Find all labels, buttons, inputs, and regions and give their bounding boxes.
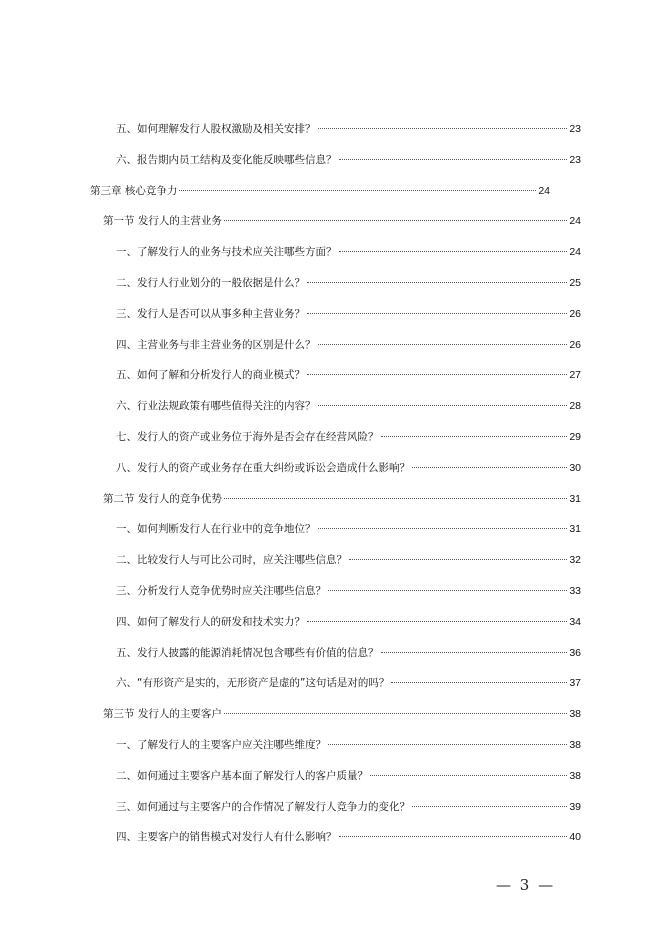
toc-page-number: 25: [569, 277, 581, 289]
toc-page-number: 36: [569, 646, 581, 659]
toc-entry-title: 五、发行人披露的能源消耗情况包含哪些有价值的信息？: [116, 646, 379, 659]
toc-page-number: 32: [569, 554, 581, 567]
toc-dot-leader: [179, 190, 536, 191]
toc-dot-leader: [318, 528, 568, 529]
toc-dot-leader: [328, 744, 567, 745]
toc-dot-leader: [307, 313, 567, 314]
toc-entry-title: 二、比较发行人与可比公司时，应关注哪些信息？: [116, 554, 347, 567]
toc-dot-leader: [318, 344, 568, 345]
toc-dot-leader: [307, 374, 567, 375]
toc-page-number: 31: [569, 523, 581, 536]
toc-page-number: 31: [569, 492, 581, 505]
toc-item[interactable]: [116, 676, 581, 690]
toc-entry-title: 五、如何理解发行人股权激励及相关安排？: [116, 123, 316, 135]
toc-item[interactable]: [116, 615, 581, 629]
toc-page-number: 33: [569, 585, 581, 597]
toc-entry-title: 八、发行人的资产或业务存在重大纠纷或诉讼会造成什么影响？: [116, 461, 410, 474]
toc-item[interactable]: [116, 368, 581, 382]
toc-dot-leader: [339, 159, 568, 160]
toc-entry-title: 六、“有形资产是实的，无形资产是虚的”这句话是对的吗？: [116, 677, 390, 690]
toc-page-number: 37: [569, 677, 581, 690]
toc-item[interactable]: [116, 522, 581, 536]
toc-page-number: 24: [538, 184, 550, 197]
toc-dot-leader: [307, 621, 567, 622]
toc-dot-leader: [224, 220, 567, 221]
toc-item[interactable]: [116, 800, 581, 814]
toc-item[interactable]: [116, 553, 581, 567]
toc-item[interactable]: [116, 245, 581, 259]
toc-page-number: 26: [569, 338, 581, 351]
toc-entry-title: 四、如何了解发行人的研发和技术实力？: [116, 615, 305, 628]
toc-page-number: 38: [569, 769, 581, 782]
toc-entry-title: 三、分析发行人竞争优势时应关注哪些信息？: [116, 585, 326, 597]
toc-entry-title: 五、如何了解和分析发行人的商业模式？: [116, 369, 305, 382]
toc-item[interactable]: [116, 769, 581, 783]
toc-page-number: 40: [569, 831, 581, 844]
toc-section[interactable]: [103, 492, 581, 506]
toc-dot-leader: [307, 282, 567, 283]
toc-dot-leader: [328, 590, 567, 591]
toc-page-number: 38: [569, 708, 581, 721]
toc-dot-leader: [391, 682, 567, 683]
toc-dot-leader: [318, 128, 568, 129]
toc-dot-leader: [224, 498, 567, 499]
toc-dot-leader: [381, 436, 568, 437]
toc-item[interactable]: [116, 399, 581, 413]
toc-entry-title: 二、发行人行业划分的一般依据是什么？: [116, 277, 305, 289]
toc-chapter[interactable]: [90, 184, 550, 198]
toc-dot-leader: [370, 775, 567, 776]
page-number: — 3 —: [496, 876, 556, 894]
toc-dot-leader: [412, 806, 567, 807]
toc-entry-title: 一、了解发行人的主要客户应关注哪些维度？: [116, 739, 326, 751]
toc-page-number: 39: [569, 800, 581, 813]
toc-item[interactable]: [116, 584, 581, 598]
toc-entry-title: 一、如何判断发行人在行业中的竞争地位？: [116, 523, 316, 536]
toc-entry-title: 六、报告期内员工结构及变化能反映哪些信息？: [116, 153, 337, 166]
toc-dot-leader: [318, 405, 568, 406]
toc-page-number: 30: [569, 461, 581, 474]
toc-entry-title: 第三节 发行人的主要客户: [103, 708, 222, 721]
toc-entry-title: 四、主营业务与非主营业务的区别是什么？: [116, 338, 316, 351]
toc-page-number: 24: [569, 215, 581, 228]
toc-page-number: 24: [569, 246, 581, 259]
toc-page-number: 38: [569, 739, 581, 751]
toc-item[interactable]: [116, 461, 581, 475]
toc-section[interactable]: [103, 214, 581, 228]
toc-page-number: 23: [569, 153, 581, 166]
toc-section[interactable]: [103, 707, 581, 721]
toc-item[interactable]: [116, 307, 581, 321]
toc-entry-title: 二、如何通过主要客户基本面了解发行人的客户质量？: [116, 769, 368, 782]
toc-page-number: 29: [569, 431, 581, 443]
toc-item[interactable]: [116, 153, 581, 167]
toc-page-number: 27: [569, 369, 581, 382]
toc-dot-leader: [339, 251, 568, 252]
toc-entry-title: 第三章 核心竞争力: [90, 184, 178, 197]
toc-item[interactable]: [116, 276, 581, 290]
toc-dot-leader: [381, 652, 568, 653]
toc-dot-leader: [412, 467, 567, 468]
toc-entry-title: 四、主要客户的销售模式对发行人有什么影响？: [116, 831, 337, 844]
toc-dot-leader: [339, 836, 568, 837]
toc-page-number: 23: [569, 123, 581, 135]
toc-page-number: 34: [569, 615, 581, 628]
toc-page-number: 26: [569, 307, 581, 320]
toc-item[interactable]: [116, 646, 581, 660]
toc-entry-title: 七、发行人的资产或业务位于海外是否会存在经营风险？: [116, 431, 379, 443]
toc-entry-title: 一、了解发行人的业务与技术应关注哪些方面？: [116, 246, 337, 259]
toc-entry-title: 六、行业法规政策有哪些值得关注的内容？: [116, 400, 316, 413]
toc-dot-leader: [349, 559, 567, 560]
toc-entry-title: 第一节 发行人的主营业务: [103, 215, 222, 228]
toc-page-number: 28: [569, 400, 581, 413]
toc-item[interactable]: [116, 430, 581, 444]
toc-item[interactable]: [116, 830, 581, 844]
toc-item[interactable]: [116, 122, 581, 136]
toc-entry-title: 三、发行人是否可以从事多种主营业务？: [116, 307, 305, 320]
toc-entry-title: 三、如何通过与主要客户的合作情况了解发行人竞争力的变化？: [116, 800, 410, 813]
toc-item[interactable]: [116, 338, 581, 352]
toc-dot-leader: [224, 713, 567, 714]
toc-entry-title: 第二节 发行人的竞争优势: [103, 492, 222, 505]
toc-item[interactable]: [116, 738, 581, 752]
